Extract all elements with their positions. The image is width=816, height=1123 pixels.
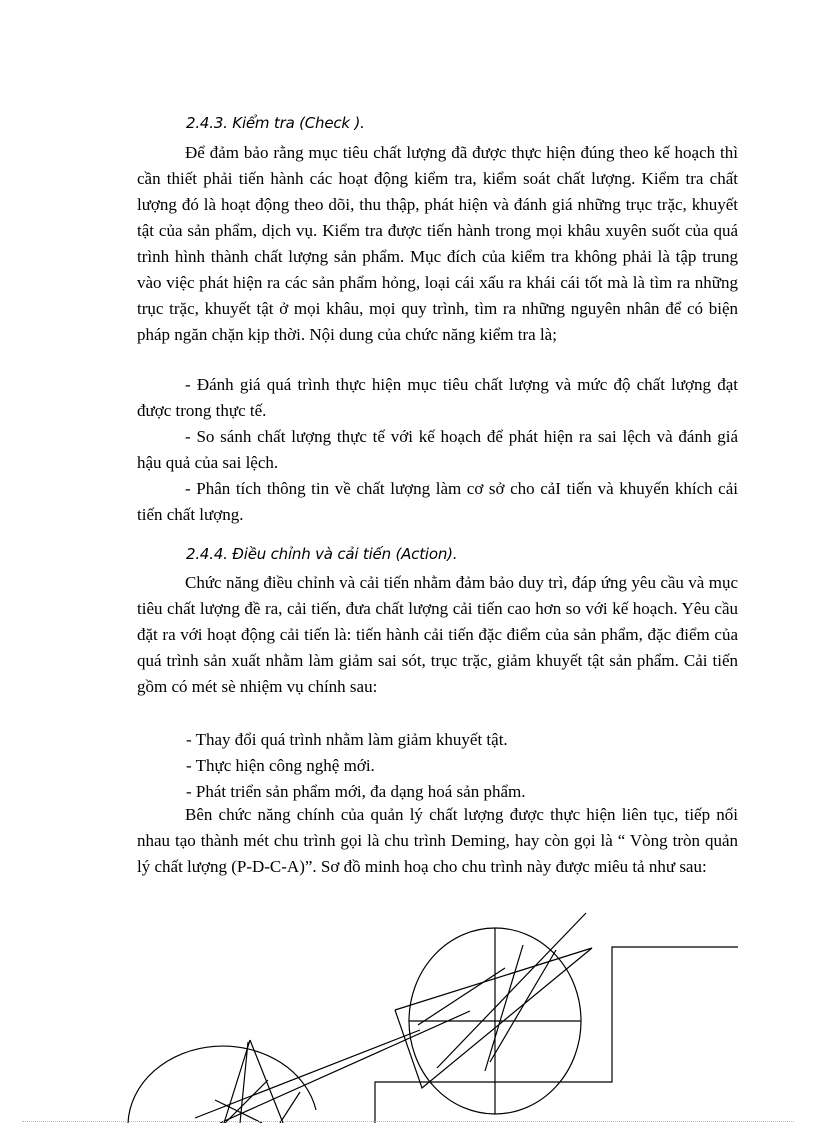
lower-stroke-d xyxy=(215,1100,262,1123)
stroke-f xyxy=(220,1011,470,1123)
task-item-3: - Phát triển sản phẩm mới, đa dạng hoá sản phẩm. xyxy=(186,782,526,801)
stroke-d xyxy=(418,968,505,1025)
heading-check: 2.4.3. Kiểm tra (Check ). xyxy=(186,114,365,132)
bullet-analyze: - Phân tích thông tin về chất lượng làm cơ sở cho cảI tiến và khuyến khích cải tiến chất lượng. xyxy=(137,479,738,524)
paragraph-check-intro: Để đảm bảo rằng mục tiêu chất lượng đã được thực hiện đúng theo kế hoạch thì cần thiết phải tiến hành các hoạt động kiểm tra, kiểm soát chất lượng. Kiểm tra chất lượng đó là hoạt động theo dõi, thu thập, phát hiện và đánh giá những trục trặc, khuyết tật của sản phẩm, dịch vụ. Kiểm tra được tiến hành trong mọi khâu xuyên suốt của quá trình hình thành chất lượng sản phẩm. Mục đích của kiểm tra không phải là tập trung vào việc phát hiện ra các sản phẩm hỏng, loại cái xấu ra khái cái tốt mà là tìm ra những trục trặc, khuyết tật ở mọi khâu, mọi quy trình, tìm ra những nguyên nhân để có biện pháp ngăn chặn kịp thời. Nội dung của chức năng kiểm tra là; xyxy=(137,143,738,344)
pdca-diagram xyxy=(0,900,816,1123)
wheel-triangle xyxy=(395,948,592,1088)
lower-stroke-e xyxy=(225,1080,268,1123)
staircase-outline xyxy=(375,947,738,1123)
lower-stroke-f xyxy=(280,1092,300,1123)
bullet-evaluate: - Đánh giá quá trình thực hiện mục tiêu chất lượng và mức độ chất lượng đạt được trong thực tế. xyxy=(137,375,738,420)
page-edge-rule xyxy=(22,1121,794,1122)
stroke-b xyxy=(485,945,523,1071)
bullet-compare: - So sánh chất lượng thực tế với kế hoạch để phát hiện ra sai lệch và đánh giá hậu quả của sai lệch. xyxy=(137,427,738,472)
heading-action: 2.4.4. Điều chỉnh và cải tiến (Action). xyxy=(186,545,458,563)
task-item-1: - Thay đổi quá trình nhằm làm giảm khuyết tật. xyxy=(186,730,508,749)
stroke-c xyxy=(490,950,556,1062)
paragraph-action-intro: Chức năng điều chỉnh và cải tiến nhằm đảm bảo duy trì, đáp ứng yêu cầu và mục tiêu chất lượng đề ra, cải tiến, đưa chất lượng cải tiến cao hơn so với kế hoạch. Yêu cầu đặt ra với hoạt động cải tiến là: tiến hành cải tiến đặc điểm của sản phẩm, đặc điểm của quá trình sản xuất nhằm làm giảm sai sót, trục trặc, giảm khuyết tật sản phẩm. Cải tiến gồm có mét sè nhiệm vụ chính sau: xyxy=(137,573,738,696)
task-item-2: - Thực hiện công nghệ mới. xyxy=(186,756,375,775)
paragraph-deming-intro: Bên chức năng chính của quản lý chất lượng được thực hiện liên tục, tiếp nối nhau tạo thành mét chu trình gọi là chu trình Deming, hay còn gọi là “ Vòng tròn quản lý chất lượng (P-D-C-A)”. Sơ đồ minh hoạ cho chu trình này được miêu tả như sau: xyxy=(137,805,738,876)
stroke-e xyxy=(195,1030,420,1118)
